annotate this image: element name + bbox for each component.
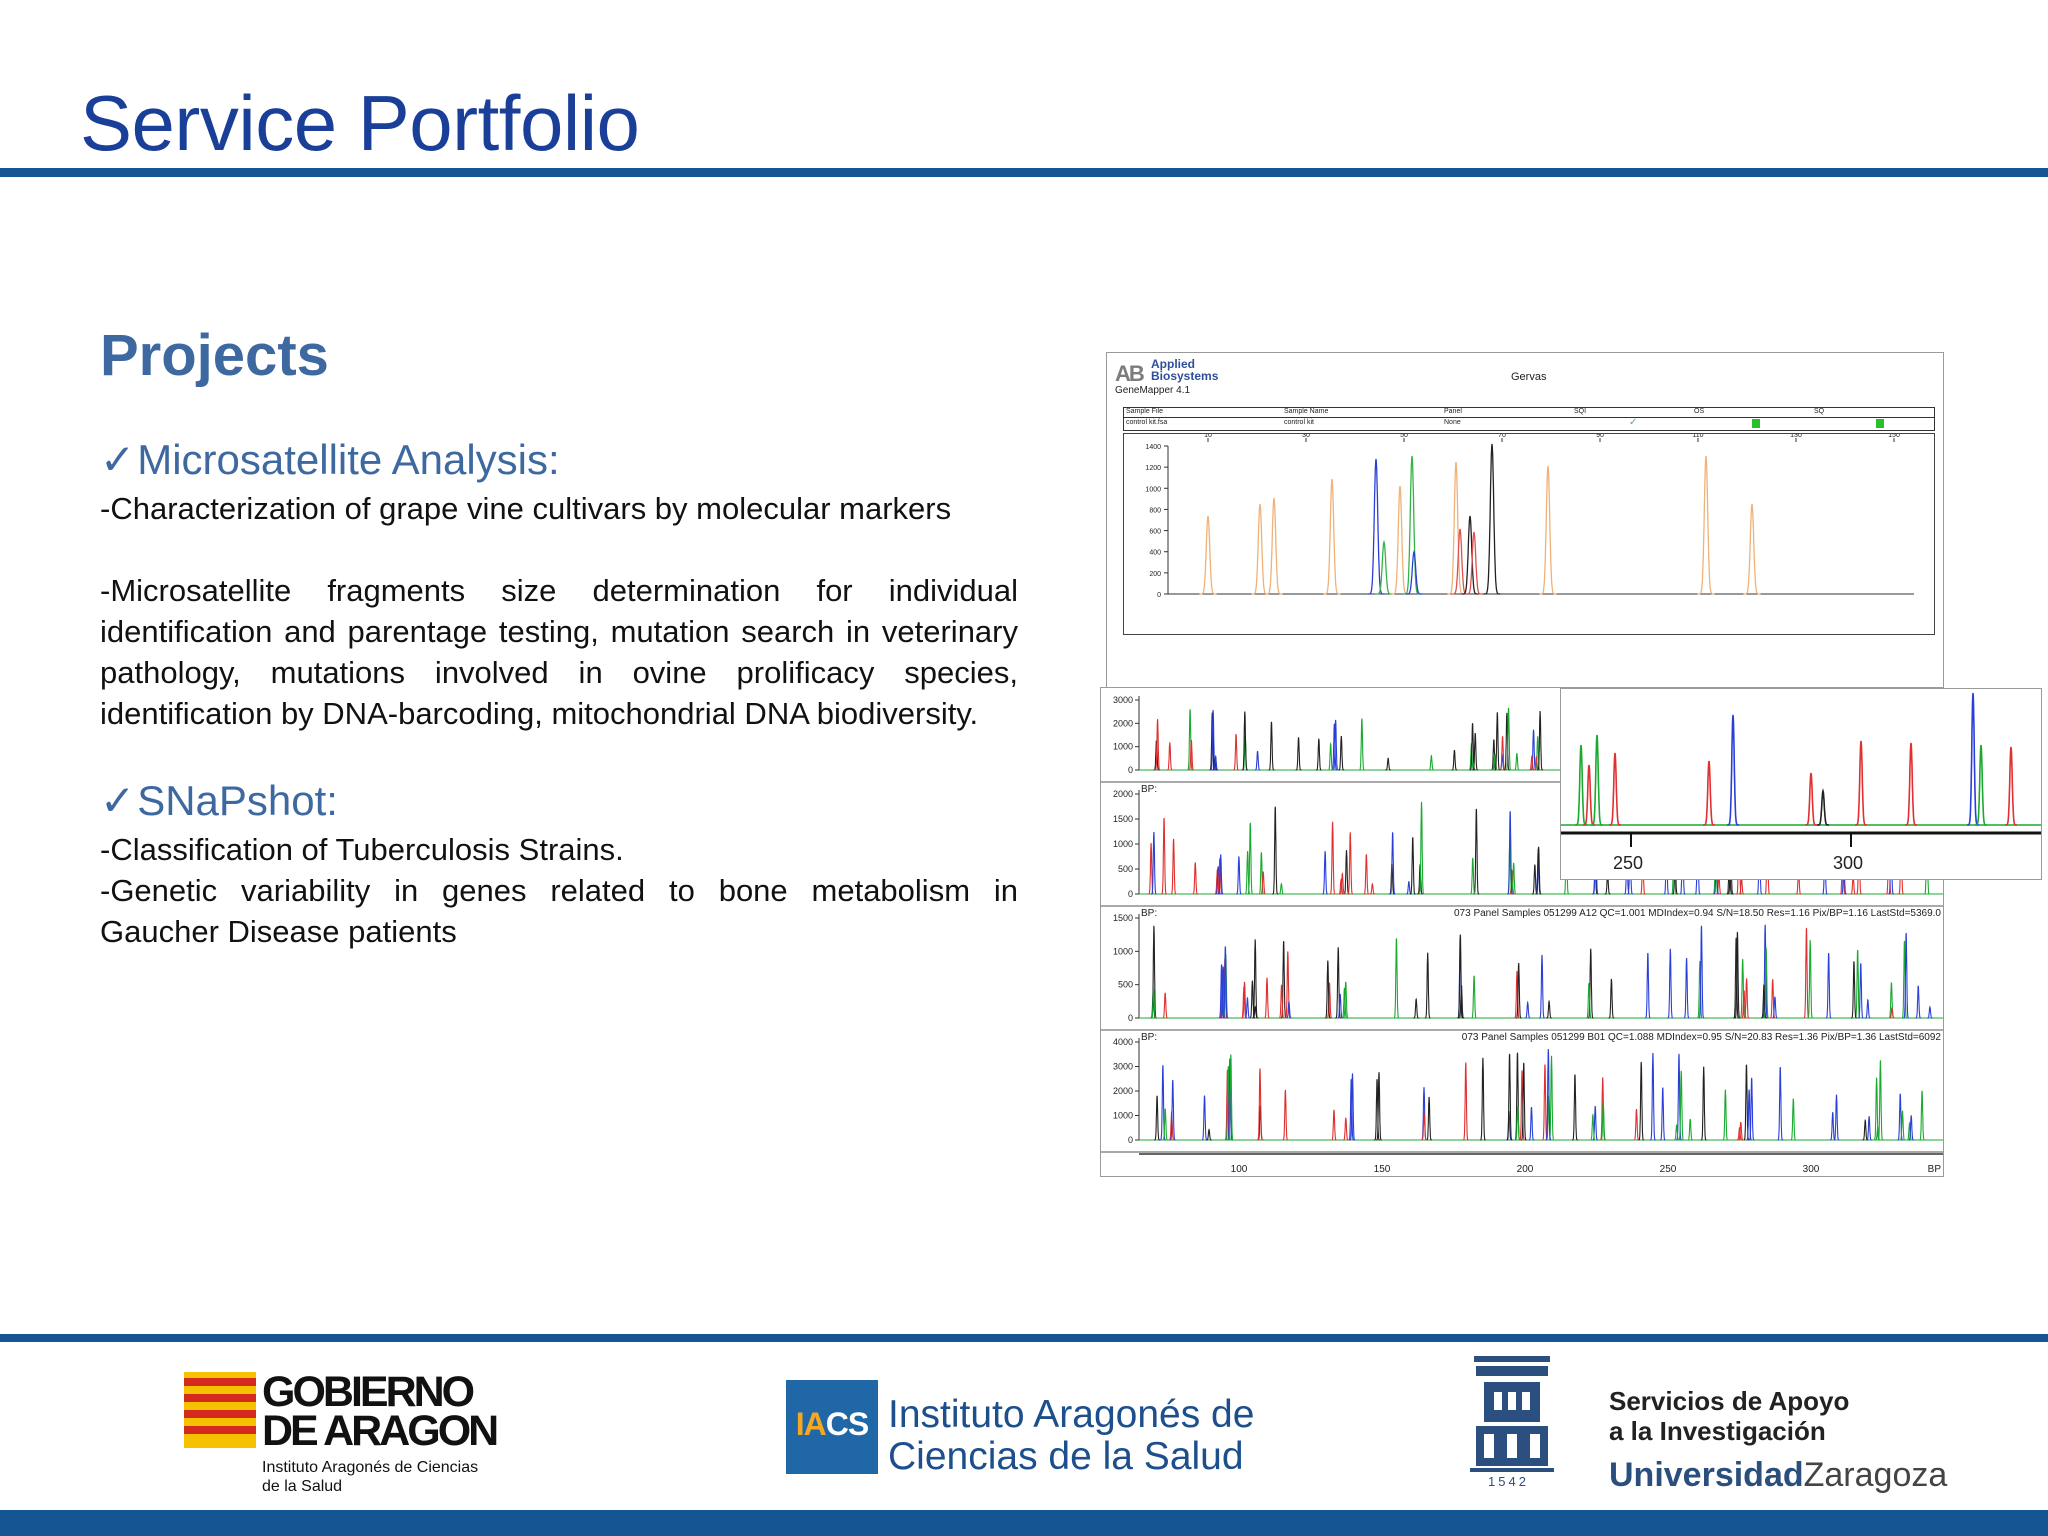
- snapshot-item-2: -Genetic variability in genes related to bone metabolism in Gaucher Disease patients: [100, 873, 1018, 949]
- y-tick-label: 4000: [1112, 1037, 1133, 1047]
- peak: [1540, 466, 1557, 594]
- peak: [1257, 1068, 1263, 1140]
- unizar-brand: [1609, 1456, 1947, 1495]
- peak: [1421, 1114, 1427, 1140]
- peak: [1698, 456, 1715, 594]
- peak: [1803, 928, 1809, 1018]
- peak: [1322, 851, 1328, 894]
- gobierno-logo-line2: DE ARAGON: [262, 1407, 497, 1455]
- y-tick-label: 0: [1127, 1013, 1133, 1023]
- peak: [1428, 756, 1434, 770]
- peak: [1826, 953, 1832, 1018]
- peak: [1451, 750, 1457, 770]
- peak: [1330, 822, 1336, 894]
- col-header: Sample File: [1126, 408, 1163, 415]
- y-tick-label: 1000: [1112, 741, 1133, 752]
- col-header: Sample Name: [1284, 408, 1329, 415]
- peak: [1484, 444, 1501, 594]
- peak: [1790, 1099, 1796, 1140]
- peak: [1660, 1088, 1666, 1140]
- x-tick-label: 150: [1373, 1164, 1391, 1175]
- peak: [1463, 1063, 1469, 1141]
- y-tick-label: 2000: [1112, 789, 1133, 799]
- footer-divider: [0, 1334, 2048, 1342]
- x-axis-end-label: BP: [1927, 1164, 1941, 1175]
- peak: [1777, 1067, 1783, 1140]
- panel-label: 073 Panel Samples 051299 B01 QC=1.088 MDIndex=0.95 S/N=20.83 Res=1.36 Pix/BP=1.36 LastStd=6092: [1461, 1032, 1941, 1043]
- gobierno-logo-sub: Instituto Aragonés de Ciencias de la Salud: [262, 1459, 479, 1495]
- peak: [1281, 941, 1287, 1018]
- peak: [1528, 1107, 1534, 1140]
- snapshot-heading: [100, 773, 1018, 829]
- peak: [1335, 947, 1341, 1018]
- peak: [1480, 1058, 1486, 1140]
- peak: [1525, 1002, 1531, 1018]
- peak: [1905, 743, 1917, 825]
- microsatellite-heading-text: Microsatellite Analysis:: [137, 436, 560, 483]
- peak: [1167, 743, 1173, 771]
- peak: [1324, 479, 1341, 594]
- unizar-services: [1609, 1386, 1849, 1446]
- col-header: SQ: [1814, 408, 1825, 415]
- peak: [1608, 979, 1614, 1018]
- peak: [1200, 516, 1217, 594]
- peak: [1727, 715, 1739, 825]
- peak: [1192, 862, 1198, 894]
- iacs-logo-b: CS: [825, 1406, 869, 1442]
- peak: [1772, 997, 1778, 1018]
- peak: [1638, 1062, 1644, 1140]
- y-tick-label: 0: [1127, 765, 1133, 775]
- peak: [1591, 735, 1603, 825]
- peak: [1927, 1007, 1933, 1018]
- iacs-logo-a: IA: [795, 1406, 826, 1442]
- peak: [1338, 736, 1344, 770]
- peak: [1425, 953, 1431, 1018]
- x-tick-label: 200: [1516, 1164, 1534, 1175]
- unizar-building-icon: [1466, 1352, 1558, 1490]
- col-header: OS: [1694, 408, 1705, 415]
- peak: [1413, 999, 1419, 1018]
- peak: [1343, 1118, 1349, 1140]
- peak: [1609, 753, 1621, 825]
- microsatellite-heading: [100, 432, 1018, 488]
- peak: [1278, 884, 1284, 894]
- status-green-icon: [1752, 419, 1760, 428]
- peak: [1268, 722, 1274, 770]
- microsatellite-item-2: -Microsatellite fragments size determination for individual identification and parentage testing, mutation search in veterinary pathology, mutations involved in ovine prolificacy species, identification by DNA-barcoding, mitochondrial DNA biodiversity.: [100, 573, 1018, 731]
- unizar-services-line2: a la Investigación: [1609, 1416, 1826, 1446]
- iacs-logo: [786, 1380, 878, 1474]
- aragon-flag-icon: [184, 1372, 256, 1448]
- peak: [1633, 1109, 1639, 1140]
- sample-table: [1123, 407, 1935, 431]
- peak: [1919, 1091, 1925, 1140]
- x-tick-label: 150: [1888, 434, 1900, 439]
- peak: [1385, 758, 1391, 770]
- peak: [1967, 693, 1979, 825]
- peak: [1359, 719, 1365, 770]
- header-divider: [0, 168, 2048, 177]
- x-tick-label: 300: [1802, 1164, 1820, 1175]
- peak: [1701, 1067, 1707, 1140]
- panel-label: 073 Panel Samples 051299 A12 QC=1.001 MDIndex=0.94 S/N=18.50 Res=1.16 Pix/BP=1.16 LastStd=5369.0: [1453, 908, 1941, 919]
- x-tick-label: 30: [1302, 434, 1310, 439]
- y-tick-label: 2000: [1112, 718, 1133, 729]
- software-name: GeneMapper 4.1: [1115, 385, 1191, 396]
- peak: [1236, 856, 1242, 894]
- peak: [1410, 837, 1416, 894]
- content-body: [100, 432, 1018, 952]
- y-tick-label: 600: [1149, 528, 1161, 536]
- section-title: Projects: [100, 323, 329, 388]
- y-tick-label: 1200: [1145, 465, 1161, 473]
- peak: [1722, 1090, 1728, 1140]
- peak: [1855, 741, 1867, 825]
- peak: [1162, 1109, 1168, 1140]
- unizar-services-line1: Servicios de Apoyo: [1609, 1386, 1850, 1416]
- peak: [1572, 1075, 1578, 1141]
- col-header: Panel: [1444, 408, 1462, 415]
- status-green-icon: [1876, 419, 1884, 428]
- peak: [1866, 1116, 1872, 1140]
- snapshot-heading-text: SNaPshot:: [137, 777, 338, 824]
- y-tick-label: 1500: [1112, 814, 1133, 824]
- unizar-year: 1542: [1488, 1474, 1529, 1489]
- x-tick-label: 130: [1790, 434, 1802, 439]
- zoom-tick-label: 300: [1833, 853, 1864, 873]
- plot-title: Gervas: [1511, 371, 1547, 383]
- peak: [1426, 1097, 1432, 1140]
- peak: [1514, 753, 1520, 770]
- peak: [1282, 1090, 1288, 1140]
- peak: [1272, 807, 1278, 894]
- peak: [1266, 498, 1283, 594]
- table-cell: control kit: [1284, 419, 1314, 426]
- check-icon: ✓: [1629, 417, 1638, 428]
- peak: [1369, 884, 1375, 894]
- gobierno-logo-line1: GOBIERNO: [262, 1368, 473, 1416]
- peak: [1667, 949, 1673, 1018]
- peak: [1448, 462, 1465, 594]
- peak: [1264, 978, 1270, 1018]
- peak: [1865, 1000, 1871, 1018]
- peak: [1645, 953, 1651, 1018]
- y-tick-label: 1000: [1145, 486, 1161, 494]
- x-tick-label: 110: [1692, 434, 1704, 439]
- y-tick-label: 500: [1117, 864, 1133, 874]
- peak: [1687, 1119, 1693, 1140]
- peak: [1206, 1130, 1212, 1140]
- y-tick-label: 1400: [1145, 444, 1161, 451]
- x-tick-label: 50: [1400, 434, 1408, 439]
- iacs-name: [888, 1394, 1254, 1478]
- bp-label: BP:: [1141, 1032, 1158, 1043]
- peak: [1316, 739, 1322, 770]
- peak: [1915, 986, 1921, 1018]
- peak: [1539, 955, 1545, 1018]
- peak: [1162, 993, 1168, 1018]
- y-tick-label: 1500: [1112, 913, 1133, 923]
- peak: [1154, 1096, 1160, 1140]
- check-icon: ✓: [100, 777, 136, 824]
- peak: [1546, 1001, 1552, 1018]
- y-tick-label: 400: [1149, 549, 1161, 557]
- peak: [1160, 1065, 1166, 1140]
- unizar-brand-bold: Universidad: [1609, 1456, 1804, 1494]
- x-tick-label: 250: [1659, 1164, 1677, 1175]
- y-tick-label: 800: [1149, 507, 1161, 515]
- bp-label: BP:: [1141, 908, 1158, 919]
- peak: [1279, 985, 1285, 1018]
- peak: [1862, 1120, 1868, 1140]
- x-tick-label: 100: [1230, 1164, 1248, 1175]
- peak: [1583, 765, 1595, 825]
- peak: [1473, 809, 1479, 894]
- peak: [1817, 791, 1829, 825]
- brand-name: Applied Biosystems: [1151, 357, 1219, 383]
- y-tick-label: 1000: [1112, 946, 1133, 957]
- peak: [1255, 751, 1261, 770]
- peak: [1296, 737, 1302, 770]
- y-tick-label: 0: [1127, 1135, 1133, 1145]
- peak: [1650, 1053, 1656, 1140]
- peak: [1202, 1096, 1208, 1140]
- microsatellite-item-1: -Characterization of grape vine cultivars by molecular markers: [100, 491, 952, 526]
- y-tick-label: 500: [1117, 979, 1133, 990]
- y-tick-label: 1000: [1112, 839, 1133, 849]
- genemapper-svg: [1124, 434, 1932, 632]
- y-tick-label: 2000: [1112, 1086, 1133, 1096]
- peak: [1161, 818, 1167, 894]
- peak: [1975, 745, 1987, 825]
- electropherogram-figure: [1100, 350, 2048, 1180]
- y-tick-label: 1000: [1112, 1110, 1133, 1121]
- peak: [1393, 938, 1399, 1018]
- unizar-brand-light: Zaragoza: [1803, 1456, 1948, 1494]
- genemapper-plot: [1123, 433, 1935, 635]
- x-tick-label: 10: [1204, 434, 1212, 439]
- page-title: Service Portfolio: [80, 79, 640, 167]
- zoom-inset: [1560, 688, 2042, 880]
- peak: [1252, 504, 1269, 594]
- peak: [1471, 976, 1477, 1018]
- peak: [1514, 1053, 1520, 1140]
- peak: [1233, 734, 1239, 770]
- col-header: SQI: [1574, 408, 1587, 415]
- iacs-name-line1: Instituto Aragonés de: [888, 1393, 1255, 1436]
- check-icon: ✓: [100, 436, 136, 483]
- footer-band: [0, 1510, 2048, 1536]
- x-tick-label: 70: [1498, 434, 1506, 439]
- peak: [2005, 747, 2017, 825]
- table-cell: control kit.fsa: [1126, 419, 1168, 426]
- peak: [1331, 1110, 1337, 1140]
- bp-label: BP:: [1141, 784, 1158, 795]
- table-cell: None: [1444, 419, 1461, 426]
- y-tick-label: 0: [1127, 889, 1133, 899]
- snapshot-item-1: -Classification of Tuberculosis Strains.: [100, 832, 624, 867]
- y-tick-label: 0: [1157, 592, 1161, 599]
- zoom-svg: [1561, 689, 2041, 879]
- applied-biosystems-logo: AB: [1115, 361, 1143, 386]
- peak: [1834, 1095, 1840, 1140]
- peak: [1363, 854, 1369, 894]
- peak: [1171, 839, 1177, 894]
- peak: [1744, 504, 1761, 594]
- y-tick-label: 3000: [1112, 1061, 1133, 1072]
- zoom-tick-label: 250: [1613, 853, 1644, 873]
- peak: [1703, 761, 1715, 825]
- peak: [1684, 958, 1690, 1018]
- y-tick-label: 3000: [1112, 695, 1133, 705]
- x-tick-label: 90: [1596, 434, 1604, 439]
- peak: [1805, 773, 1817, 825]
- peak: [1500, 736, 1506, 770]
- y-tick-label: 200: [1149, 570, 1161, 578]
- genemapper-window: [1106, 352, 1944, 694]
- iacs-name-line2: Ciencias de la Salud: [888, 1435, 1244, 1478]
- peak: [1347, 832, 1353, 894]
- peak: [1575, 745, 1587, 825]
- peak: [1674, 1125, 1680, 1140]
- peak: [1392, 486, 1409, 594]
